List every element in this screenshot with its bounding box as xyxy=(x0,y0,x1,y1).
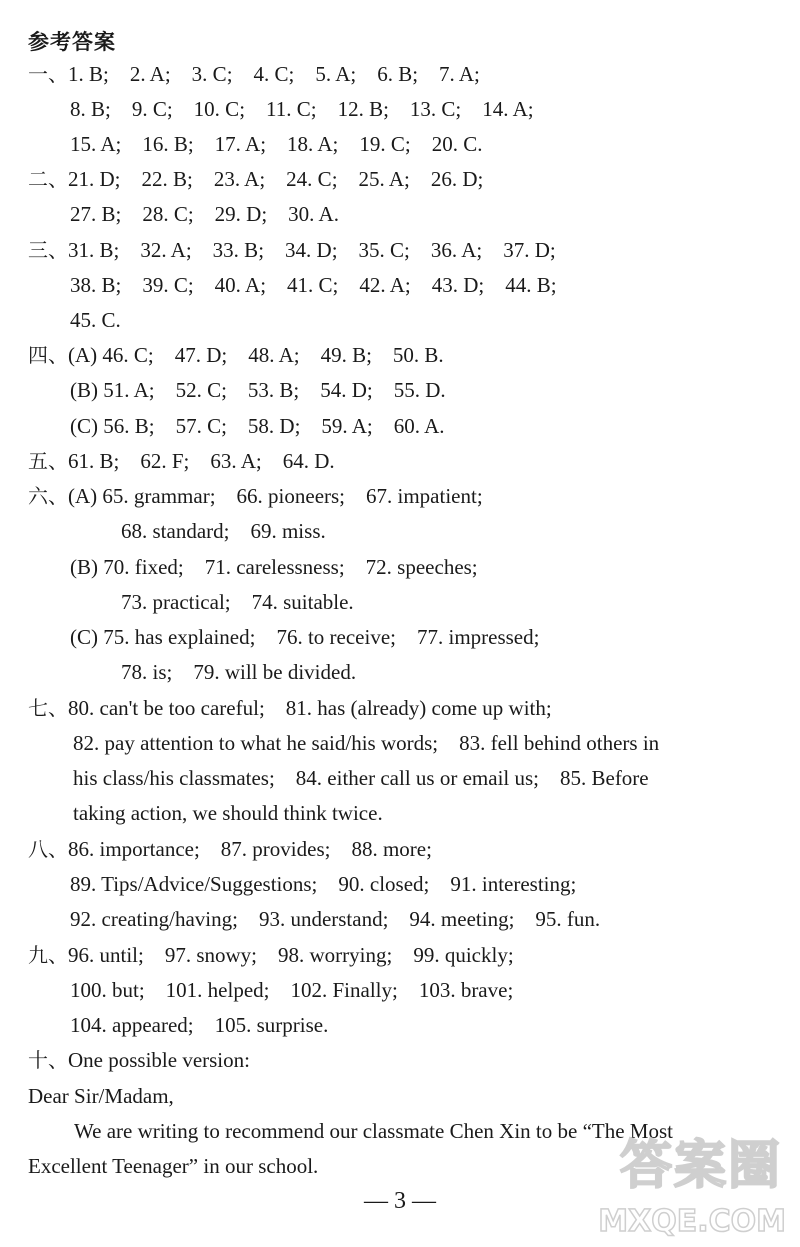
section-8-answers-1: 86. importance; 87. provides; 88. more; xyxy=(68,837,432,861)
section-4-part-c: (C) 56. B; 57. C; 58. D; 59. A; 60. A. xyxy=(70,414,445,438)
section-3-answers-3: 45. C. xyxy=(70,308,121,332)
watermark-url: MXQE.COM xyxy=(598,1204,786,1239)
section-10-line-1 xyxy=(28,1046,250,1074)
letter-salutation: Dear Sir/Madam, xyxy=(28,1084,174,1108)
section-3-answers-1: 31. B; 32. A; 33. B; 34. D; 35. C; 36. A; 37. D; xyxy=(68,238,556,262)
section-1-answers-1: 1. B; 2. A; 3. C; 4. C; 5. A; 6. B; 7. A; xyxy=(68,62,480,86)
section-4-part-a: (A) 46. C; 47. D; 48. A; 49. B; 50. B. xyxy=(68,343,444,367)
section-5-prefix: 五、 xyxy=(28,449,68,473)
section-1-answers-2: 8. B; 9. C; 10. C; 11. C; 12. B; 13. C; 14. A; xyxy=(70,97,534,121)
section-9-answers-3: 104. appeared; 105. surprise. xyxy=(70,1013,329,1037)
section-5-answers-1: 61. B; 62. F; 63. A; 64. D. xyxy=(68,449,335,473)
section-6-part-c-1: (C) 75. has explained; 76. to receive; 77. impressed; xyxy=(70,625,540,649)
section-9-answers-1: 96. until; 97. snowy; 98. worrying; 99. quickly; xyxy=(68,943,514,967)
section-6-part-b-1: (B) 70. fixed; 71. carelessness; 72. speeches; xyxy=(70,555,478,579)
section-8-prefix: 八、 xyxy=(28,837,68,861)
page-number: — 3 — xyxy=(364,1188,436,1214)
section-9-answers-2: 100. but; 101. helped; 102. Finally; 103. brave; xyxy=(70,978,514,1002)
section-7-answers-4: taking action, we should think twice. xyxy=(73,801,383,825)
section-7-answers-3: his class/his classmates; 84. either call us or email us; 85. Before xyxy=(73,766,649,790)
section-6-part-b-2: 73. practical; 74. suitable. xyxy=(121,590,354,614)
section-6-prefix: 六、 xyxy=(28,484,68,508)
section-3-answers-2: 38. B; 39. C; 40. A; 41. C; 42. A; 43. D; 44. B; xyxy=(70,273,557,297)
section-5-line-1 xyxy=(28,447,335,475)
letter-paragraph-line-2: Excellent Teenager” in our school. xyxy=(28,1154,319,1178)
section-3-prefix: 三、 xyxy=(28,238,68,262)
letter-paragraph-line-1: We are writing to recommend our classmate Chen Xin to be “The Most xyxy=(74,1119,673,1143)
watermark-logo: 答案圈 xyxy=(619,1136,782,1196)
section-1-line-1 xyxy=(28,60,480,88)
section-1-answers-3: 15. A; 16. B; 17. A; 18. A; 19. C; 20. C. xyxy=(70,132,483,156)
section-6-part-c-2: 78. is; 79. will be divided. xyxy=(121,660,357,684)
section-10-intro: One possible version: xyxy=(68,1048,250,1072)
watermark xyxy=(590,1123,790,1241)
section-4-part-b: (B) 51. A; 52. C; 53. B; 54. D; 55. D. xyxy=(70,378,446,402)
section-2-line-1 xyxy=(28,165,483,193)
section-3-line-1 xyxy=(28,236,556,264)
section-7-answers-1: 80. can't be too careful; 81. has (already) come up with; xyxy=(68,696,552,720)
section-4-line-a xyxy=(28,341,444,369)
section-7-answers-2: 82. pay attention to what he said/his words; 83. fell behind others in xyxy=(73,731,660,755)
section-8-answers-2: 89. Tips/Advice/Suggestions; 90. closed; 91. interesting; xyxy=(70,872,577,896)
section-6-line-a1 xyxy=(28,482,483,510)
section-9-prefix: 九、 xyxy=(28,943,68,967)
section-8-line-1 xyxy=(28,835,432,863)
section-6-part-a-2: 68. standard; 69. miss. xyxy=(121,519,326,543)
section-2-prefix: 二、 xyxy=(28,167,68,191)
section-8-answers-3: 92. creating/having; 93. understand; 94. meeting; 95. fun. xyxy=(70,907,601,931)
section-10-prefix: 十、 xyxy=(28,1048,68,1072)
section-4-prefix: 四、 xyxy=(28,343,68,367)
page-title: 参考答案 xyxy=(28,30,116,54)
section-9-line-1 xyxy=(28,941,514,969)
section-2-answers-2: 27. B; 28. C; 29. D; 30. A. xyxy=(70,202,339,226)
section-7-prefix: 七、 xyxy=(28,696,68,720)
section-6-part-a-1: (A) 65. grammar; 66. pioneers; 67. impatient; xyxy=(68,484,483,508)
section-1-prefix: 一、 xyxy=(28,62,68,86)
section-7-line-1 xyxy=(28,694,552,722)
section-2-answers-1: 21. D; 22. B; 23. A; 24. C; 25. A; 26. D; xyxy=(68,167,484,191)
